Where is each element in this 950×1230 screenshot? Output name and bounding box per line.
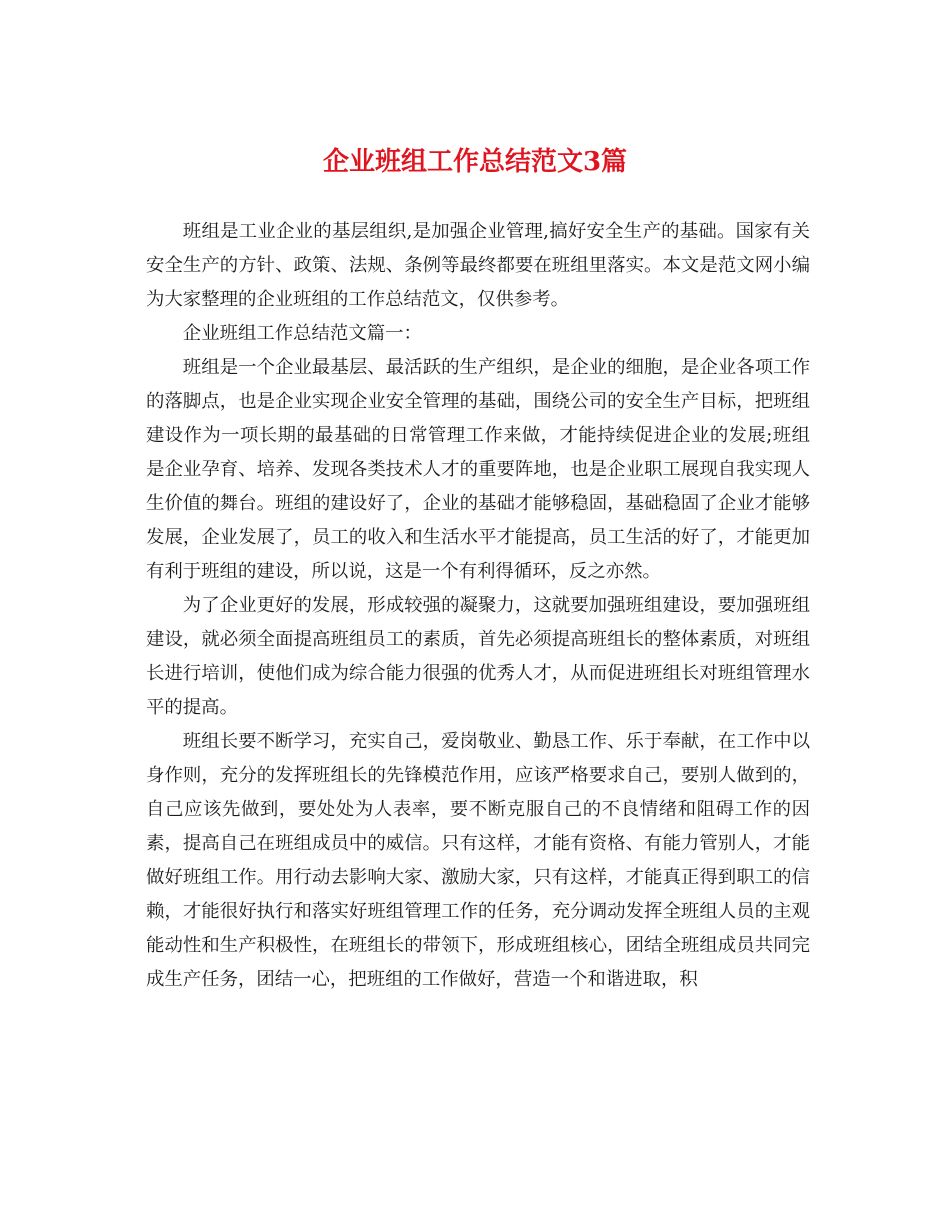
section-heading-part-one: 企业班组工作总结范文篇一：: [182, 323, 422, 344]
paragraph-body-3: 班组长要不断学习，充实自己，爱岗敬业、勤恳工作、乐于奉献，在工作中以身作则，充分的发挥班组长的先锋模范作用，应该严格要求自己，要别人做到的，自己应该先做到，要处处为人表率，要不断克服自己的不良情绪和阻碍工作的因素，提高自己在班组成员中的威信。只有这样，才能有资格、有能力管别人，才能做好班组工作。用行动去影响大家、激励大家，只有这样，才能真正得到职工的信赖，才能很好执行和落实好班组管理工作的任务，充分调动发挥全班组人员的主观能动性和生产积极性，在班组长的带领下，形成班组核心，团结全班组成员共同完成生产任务，团结一心，把班组的工作做好，营造一个和谐进取，积: [146, 731, 810, 990]
paragraph-body-1: 班组是一个企业最基层、最活跃的生产组织，是企业的细胞，是企业各项工作的落脚点，也是企业实现企业安全管理的基础，围绕公司的安全生产目标，把班组建设作为一项长期的最基础的日常管理工作来做，才能持续促进企业的发展;班组是企业孕育、培养、发现各类技术人才的重要阵地，也是企业职工展现自我实现人生价值的舞台。班组的建设好了，企业的基础才能够稳固，基础稳固了企业才能够发展，企业发展了，员工的收入和生活水平才能提高，员工生活的好了，才能更加有利于班组的建设，所以说，这是一个有利得循环，反之亦然。: [146, 357, 810, 582]
paragraph-intro: 班组是工业企业的基层组织,是加强企业管理,搞好安全生产的基础。国家有关安全生产的方针、政策、法规、条例等最终都要在班组里落实。本文是范文网小编为大家整理的企业班组的工作总结范文，仅供参考。: [146, 221, 810, 310]
document-body: [146, 215, 810, 997]
paragraph-body-2: 为了企业更好的发展，形成较强的凝聚力，这就要加强班组建设，要加强班组建设，就必须全面提高班组员工的素质，首先必须提高班组长的整体素质，对班组长进行培训，使他们成为综合能力很强的优秀人才，从而促进班组长对班组管理水平的提高。: [146, 595, 810, 718]
document-title: 企业班组工作总结范文3篇: [322, 147, 628, 177]
